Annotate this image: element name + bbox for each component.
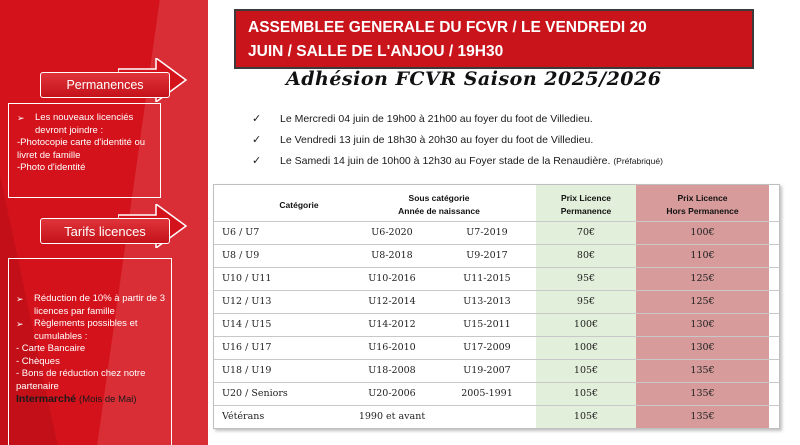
cell-year-2: 2005-1991 [461, 388, 513, 399]
arrow-bullet-icon: ➢ [17, 113, 25, 123]
cell-prix-hors: 135€ [690, 411, 715, 422]
adhesion-title: Adhésion FCVR Saison 2025/2026 [286, 68, 662, 90]
tarifs-line: - Bons de réduction chez notre partenaire [16, 368, 146, 392]
tarifs-line: - Carte Bancaire [16, 343, 86, 354]
table-row [214, 221, 779, 244]
table-row [214, 267, 779, 290]
cell-prix-perm: 95€ [576, 296, 596, 307]
table-row [214, 290, 779, 313]
banner-line: JUIN / SALLE DE L'ANJOU / 19H30 [248, 43, 504, 60]
cell-year-2: U9-2017 [466, 250, 508, 261]
cell-prix-perm: 100€ [573, 319, 599, 330]
cell-prix-hors: 135€ [690, 388, 715, 399]
date-text: Le Vendredi 13 juin de 18h30 à 20h30 au foyer du foot de Villedieu. [280, 133, 594, 146]
permanences-bullet [17, 112, 156, 137]
partner-line [16, 393, 167, 407]
tarifs-table [213, 184, 780, 429]
cell-categorie: U6 / U7 [222, 227, 260, 238]
header-sous-categorie: Sous catégorie [408, 193, 470, 203]
table-row [214, 244, 779, 267]
cell-year-1: U14-2012 [368, 319, 416, 330]
date-text: Le Samedi 14 juin de 10h00 à 12h30 au Foyer stade de la Renaudière. [280, 154, 611, 167]
partner-name: Intermarché [16, 393, 77, 405]
tarifs-bullet-text: Règlements possibles et cumulables : [34, 318, 138, 342]
permanences-label: Permanences [40, 72, 170, 98]
permanences-line: -Photo d'identité [17, 162, 86, 173]
cell-prix-hors: 130€ [690, 342, 715, 353]
header-categorie: Catégorie [279, 200, 319, 210]
cell-categorie: U18 / U19 [222, 365, 272, 376]
cell-prix-hors: 125€ [690, 296, 715, 307]
cell-year-1: 1990 et avant [358, 411, 426, 422]
tarifs-info-box [8, 258, 172, 445]
assembly-banner [234, 9, 754, 69]
cell-prix-perm: 95€ [576, 273, 596, 284]
tarifs-bullet-text: Réduction de 10% à partir de 3 licences par famille [34, 293, 165, 317]
cell-prix-perm: 105€ [573, 411, 599, 422]
cell-year-2: U19-2007 [463, 365, 511, 376]
table-row [214, 359, 779, 382]
cell-categorie: U8 / U9 [222, 250, 260, 261]
cell-prix-perm: 100€ [573, 342, 599, 353]
header-prix-hors-sub: Hors Permanence [666, 206, 739, 216]
checkmark-icon: ✓ [252, 155, 262, 167]
cell-categorie: U20 / Seniors [222, 388, 288, 399]
cell-prix-perm: 70€ [576, 227, 596, 238]
checkmark-icon: ✓ [252, 134, 262, 146]
cell-year-2: U7-2019 [466, 227, 508, 238]
tarifs-line: - Chèques [16, 355, 60, 367]
date-text: Le Mercredi 04 juin de 19h00 à 21h00 au foyer du foot de Villedieu. [280, 112, 593, 125]
cell-year-1: U6-2020 [371, 227, 413, 238]
list-item [252, 150, 792, 171]
header-prix-perm: Prix Licence [560, 193, 612, 203]
cell-categorie: U12 / U13 [222, 296, 272, 307]
cell-year-2: U11-2015 [463, 273, 511, 284]
cell-year-1: U18-2008 [368, 365, 416, 376]
cell-year-1: U12-2014 [368, 296, 416, 307]
cell-year-2: U15-2011 [463, 319, 511, 330]
cell-categorie: U10 / U11 [222, 273, 272, 284]
banner-line: ASSEMBLEE GENERALE DU FCVR / LE VENDREDI 20 [248, 19, 647, 36]
header-prix-hors: Prix Licence [677, 193, 728, 203]
cell-categorie: U14 / U15 [222, 319, 272, 330]
cell-prix-hors: 110€ [690, 250, 715, 261]
cell-prix-hors: 100€ [690, 227, 715, 238]
cell-categorie: U16 / U17 [222, 342, 272, 353]
table-row [214, 313, 779, 336]
checkmark-icon: ✓ [252, 113, 262, 125]
cell-prix-hors: 130€ [690, 319, 715, 330]
cell-year-1: U16-2010 [368, 342, 416, 353]
tarifs-bullet [16, 318, 167, 343]
permanences-line: -Photocopie carte d'identité ou livret de famille [17, 137, 146, 161]
arrow-bullet-icon: ➢ [16, 294, 24, 304]
cell-prix-hors: 125€ [690, 273, 715, 284]
cell-prix-perm: 105€ [573, 365, 599, 376]
table-row [214, 336, 779, 359]
cell-prix-hors: 135€ [690, 365, 715, 376]
list-item [252, 108, 792, 129]
permanences-info-box [8, 103, 161, 198]
table-row [214, 382, 779, 405]
tarifs-label: Tarifs licences [40, 218, 170, 244]
cell-categorie: Vétérans [222, 411, 265, 422]
table-row [214, 405, 779, 428]
partner-note: (Mois de Mai) [79, 394, 137, 405]
tarifs-bullet [16, 293, 167, 318]
cell-year-1: U10-2016 [368, 273, 416, 284]
header-prix-perm-sub: Permanence [560, 206, 612, 216]
permanence-dates-list [252, 108, 792, 171]
cell-prix-perm: 105€ [573, 388, 599, 399]
arrow-bullet-icon: ➢ [16, 319, 24, 329]
cell-year-1: U20-2006 [368, 388, 416, 399]
table-header [214, 185, 779, 220]
cell-year-2: U13-2013 [463, 296, 511, 307]
permanences-bullet-text: Les nouveaux licenciés devront joindre : [35, 112, 134, 136]
header-annee: Année de naissance [398, 206, 480, 216]
cell-year-2: U17-2009 [463, 342, 511, 353]
list-item [252, 129, 792, 150]
date-note: (Préfabriqué) [613, 155, 663, 166]
cell-prix-perm: 80€ [576, 250, 596, 261]
cell-year-1: U8-2018 [371, 250, 413, 261]
